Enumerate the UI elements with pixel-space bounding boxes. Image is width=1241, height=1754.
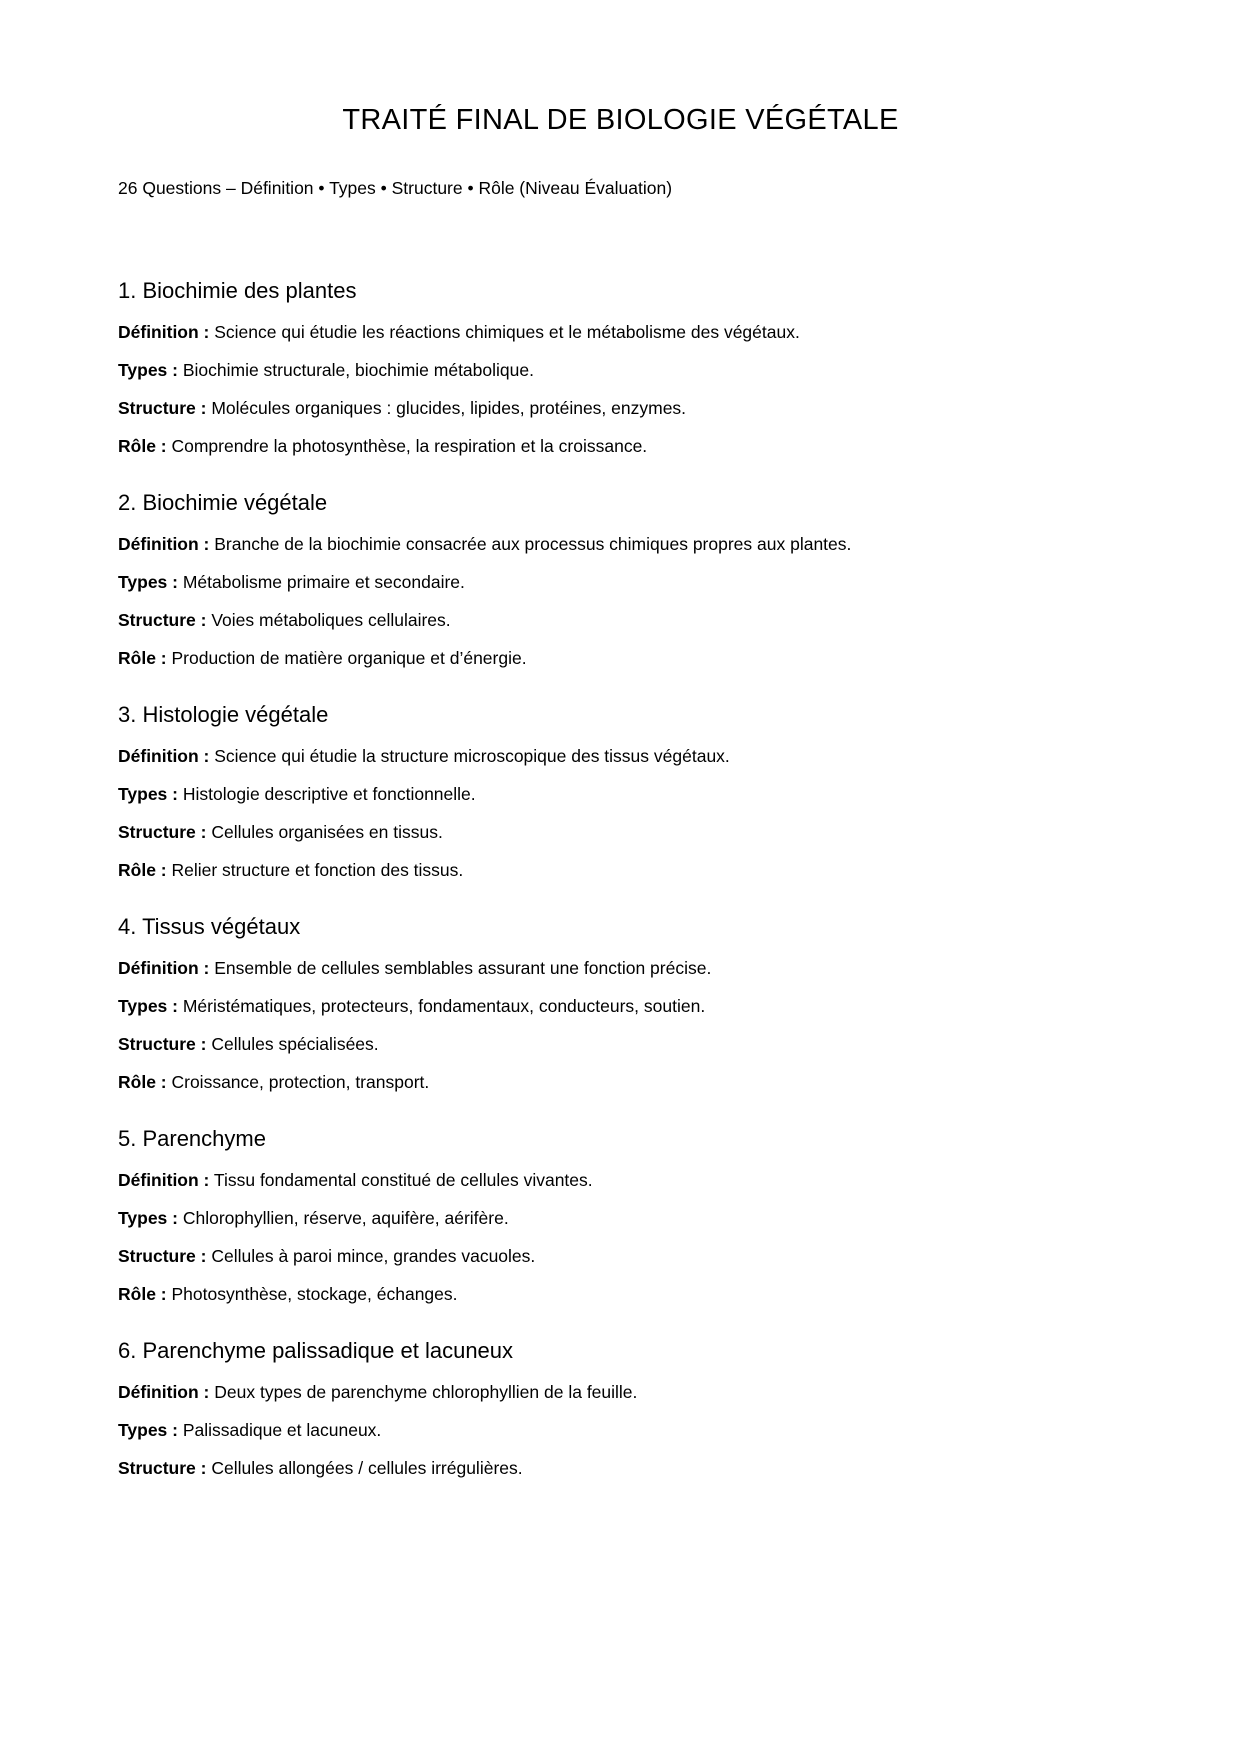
field-label: Types : (118, 572, 178, 592)
field-value: Métabolisme primaire et secondaire. (177, 572, 465, 592)
field-value: Deux types de parenchyme chlorophyllien de la feuille. (209, 1382, 638, 1402)
field-structure (118, 609, 1123, 631)
field-label: Structure : (118, 1034, 207, 1054)
field-label: Définition : (118, 746, 210, 766)
document-subtitle: 26 Questions – Définition • Types • Structure • Rôle (Niveau Évaluation) (118, 178, 673, 198)
field-value: Photosynthèse, stockage, échanges. (166, 1284, 458, 1304)
sections-container (118, 277, 1123, 1479)
field-structure (118, 821, 1123, 843)
field-structure (118, 1245, 1123, 1267)
field-value: Molécules organiques : glucides, lipides, protéines, enzymes. (206, 398, 687, 418)
field-value: Histologie descriptive et fonctionnelle. (177, 784, 476, 804)
field-value: Science qui étudie la structure microscopique des tissus végétaux. (209, 746, 730, 766)
field-label: Types : (118, 784, 178, 804)
field-types (118, 359, 1123, 381)
section-heading: 6. Parenchyme palissadique et lacuneux (118, 1338, 514, 1363)
field-value: Comprendre la photosynthèse, la respiration et la croissance. (166, 436, 648, 456)
field-label: Définition : (118, 534, 210, 554)
field-value: Chlorophyllien, réserve, aquifère, aérifère. (177, 1208, 509, 1228)
field-label: Rôle : (118, 1072, 167, 1092)
field-definition (118, 1169, 1123, 1191)
field-value: Science qui étudie les réactions chimiques et le métabolisme des végétaux. (209, 322, 800, 342)
field-label: Définition : (118, 322, 210, 342)
field-label: Types : (118, 360, 178, 380)
field-label: Types : (118, 1420, 178, 1440)
field-types (118, 783, 1123, 805)
field-value: Biochimie structurale, biochimie métabolique. (177, 360, 534, 380)
field-types (118, 1207, 1123, 1229)
field-label: Structure : (118, 1458, 207, 1478)
field-role (118, 859, 1123, 881)
field-value: Cellules organisées en tissus. (206, 822, 443, 842)
field-value: Production de matière organique et d’énergie. (166, 648, 527, 668)
field-types (118, 571, 1123, 593)
field-types (118, 995, 1123, 1017)
section-heading: 4. Tissus végétaux (118, 914, 301, 939)
field-label: Structure : (118, 1246, 207, 1266)
field-structure (118, 1457, 1123, 1479)
section (118, 1337, 1123, 1479)
field-value: Palissadique et lacuneux. (177, 1420, 382, 1440)
field-value: Cellules allongées / cellules irrégulières. (206, 1458, 523, 1478)
field-label: Définition : (118, 1382, 210, 1402)
section (118, 701, 1123, 881)
field-value: Branche de la biochimie consacrée aux processus chimiques propres aux plantes. (209, 534, 852, 554)
field-types (118, 1419, 1123, 1441)
field-label: Types : (118, 996, 178, 1016)
field-value: Méristématiques, protecteurs, fondamentaux, conducteurs, soutien. (177, 996, 706, 1016)
field-definition (118, 321, 1123, 343)
field-definition (118, 745, 1123, 767)
field-label: Structure : (118, 610, 207, 630)
field-role (118, 1283, 1123, 1305)
field-label: Définition : (118, 958, 210, 978)
field-value: Cellules spécialisées. (206, 1034, 379, 1054)
field-role (118, 435, 1123, 457)
section (118, 489, 1123, 669)
field-definition (118, 533, 1123, 555)
field-value: Tissu fondamental constitué de cellules vivantes. (209, 1170, 593, 1190)
field-value: Relier structure et fonction des tissus. (166, 860, 464, 880)
field-value: Cellules à paroi mince, grandes vacuoles. (206, 1246, 536, 1266)
field-value: Ensemble de cellules semblables assurant une fonction précise. (209, 958, 712, 978)
document-title: TRAITÉ FINAL DE BIOLOGIE VÉGÉTALE (342, 104, 899, 136)
section (118, 277, 1123, 457)
section-heading: 5. Parenchyme (118, 1126, 266, 1151)
section (118, 1125, 1123, 1305)
field-label: Structure : (118, 822, 207, 842)
field-label: Rôle : (118, 436, 167, 456)
section-heading: 2. Biochimie végétale (118, 490, 328, 515)
field-value: Voies métaboliques cellulaires. (206, 610, 451, 630)
section (118, 913, 1123, 1093)
field-label: Rôle : (118, 1284, 167, 1304)
section-heading: 1. Biochimie des plantes (118, 278, 357, 303)
field-definition (118, 957, 1123, 979)
field-definition (118, 1381, 1123, 1403)
field-label: Rôle : (118, 648, 167, 668)
field-label: Structure : (118, 398, 207, 418)
field-label: Rôle : (118, 860, 167, 880)
field-structure (118, 1033, 1123, 1055)
field-role (118, 1071, 1123, 1093)
section-heading: 3. Histologie végétale (118, 702, 329, 727)
field-value: Croissance, protection, transport. (166, 1072, 430, 1092)
field-label: Définition : (118, 1170, 210, 1190)
field-role (118, 647, 1123, 669)
field-structure (118, 397, 1123, 419)
field-label: Types : (118, 1208, 178, 1228)
